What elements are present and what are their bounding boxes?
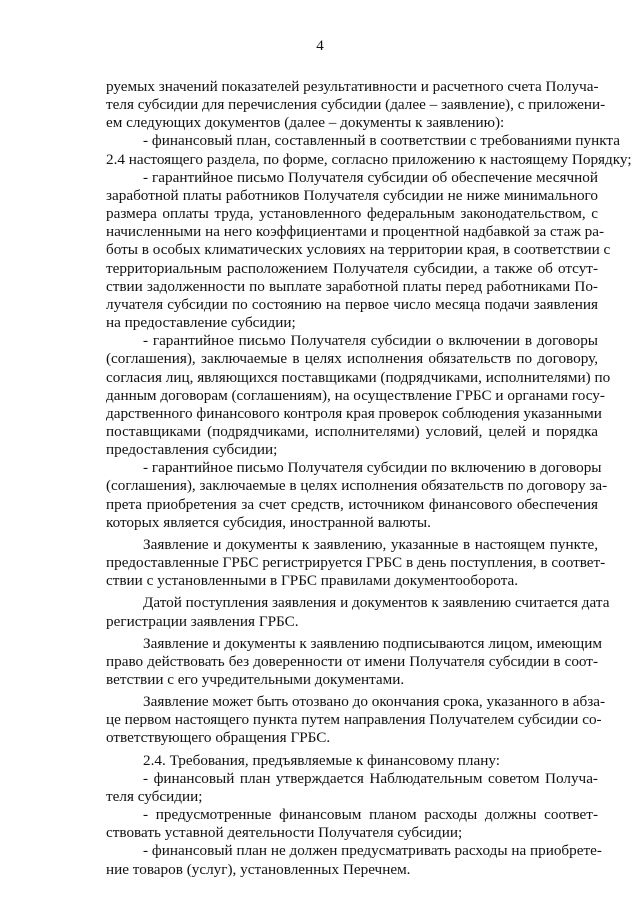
text-line: - финансовый план, составленный в соответствии с требованиями пункта — [143, 132, 620, 150]
text-line: согласия лиц, являющихся поставщиками (подрядчиками, исполнителями) по — [106, 368, 611, 386]
text-line: теля субсидии для перечисления субсидии (далее – заявление), с приложени- — [106, 96, 606, 114]
text-line: руемых значений показателей результативности и расчетного счета Получа- — [106, 78, 599, 95]
text-line: заработной платы работников Получателя субсидии не ниже минимального — [106, 186, 598, 204]
text-line: ствовать уставной деятельности Получателя субсидии; — [106, 824, 463, 842]
text-line: ние товаров (услуг), установленных Перечнем. — [106, 860, 411, 878]
text-line: на предоставление субсидии; — [106, 314, 296, 332]
list-item-req-prohibited — [106, 842, 602, 878]
text-line: це первом настоящего пункта путем направления Получателем субсидии со- — [106, 711, 602, 729]
text-line: - гарантийное письмо Получателя субсидии об обеспечение месячной — [143, 168, 598, 186]
text-line: - гарантийное письмо Получателя субсидии по включению в договоры — [143, 459, 602, 477]
text-line: предоставленные ГРБС регистрируется ГРБС в день поступления, в соответ- — [106, 554, 606, 572]
list-item-guarantee-contracts-consent — [106, 332, 611, 459]
text-line: лучателя субсидии по состоянию на первое число месяца подачи заявления — [106, 295, 598, 313]
text-line: начисленными на него коэффициентами и процентной надбавкой за стаж ра- — [106, 223, 605, 241]
list-item-req-approval — [106, 770, 598, 806]
text-line: Заявление и документы к заявлению подписываются лицом, имеющим — [143, 634, 602, 652]
text-line: 2.4 настоящего раздела, по форме, согласно приложению к настоящему Порядку; — [106, 150, 632, 168]
text-line: прета приобретения за счет средств, источником финансового обеспечения — [106, 495, 598, 513]
text-line: размера оплаты труда, установленного федеральным законодательством, с — [106, 205, 598, 223]
list-item-financial-plan — [106, 132, 632, 168]
paragraph-registration — [106, 535, 606, 590]
text-line: (соглашения), заключаемые в целях исполнения обязательств по договору, — [106, 350, 598, 368]
text-line: Заявление может быть отозвано до окончания срока, указанного в абза- — [143, 693, 606, 711]
text-line: предоставления субсидии; — [106, 441, 278, 459]
text-line: теля субсидии; — [106, 787, 203, 805]
page-number: 4 — [316, 38, 324, 54]
text-line: ствии с установленными в ГРБС правилами документооборота. — [106, 572, 519, 590]
text-line: боты в особых климатических условиях на территории края, в соответствии с — [106, 241, 611, 259]
text-line: ем следующих документов (далее – документы к заявлению): — [106, 114, 505, 132]
section-heading-2-4 — [106, 752, 598, 770]
text-line: - гарантийное письмо Получателя субсидии о включении в договоры — [143, 332, 598, 350]
text-line: ствии задолженности по выплате заработной платы перед работниками По- — [106, 277, 598, 295]
text-line: регистрации заявления ГРБС. — [106, 612, 299, 630]
text-line: - финансовый план утверждается Наблюдательным советом Получа- — [143, 769, 598, 787]
text-line: ветствии с его учредительными документами. — [106, 671, 405, 688]
text-line: (соглашения), заключаемые в целях исполнения обязательств по договору за- — [106, 477, 608, 495]
paragraph-signing — [106, 634, 602, 689]
list-item-guarantee-currency — [106, 459, 608, 532]
paragraph-receipt-date — [106, 594, 610, 630]
text-line: - предусмотренные финансовым планом расходы должны соответ- — [143, 806, 598, 824]
text-line: территориальным расположением Получателя субсидии, а также об отсут- — [106, 259, 598, 277]
text-line: которых является субсидия, иностранной валюты. — [106, 513, 431, 531]
paragraph-continuation — [106, 78, 606, 132]
paragraph-withdrawal — [106, 693, 606, 747]
text-line: данным договорам (соглашениям), на осуществление ГРБС и органами госу- — [106, 386, 605, 404]
text-line: дарственного финансового контроля края проверок соблюдения указанными — [106, 404, 602, 422]
text-line: Датой поступления заявления и документов к заявлению считается дата — [143, 594, 610, 612]
text-line: Заявление и документы к заявлению, указанные в настоящем пункте, — [143, 535, 598, 553]
list-item-guarantee-salary — [106, 168, 611, 332]
document-body — [106, 78, 632, 879]
list-item-req-expenses — [106, 806, 598, 842]
text-line: право действовать без доверенности от имени Получателя субсидии в соот- — [106, 652, 598, 670]
text-line: 2.4. Требования, предъявляемые к финансовому плану: — [143, 751, 500, 769]
text-line: ответствующего обращения ГРБС. — [106, 729, 331, 747]
text-line: - финансовый план не должен предусматривать расходы на приобрете- — [143, 842, 602, 860]
text-line: поставщиками (подрядчиками, исполнителями) условий, целей и порядка — [106, 422, 598, 440]
